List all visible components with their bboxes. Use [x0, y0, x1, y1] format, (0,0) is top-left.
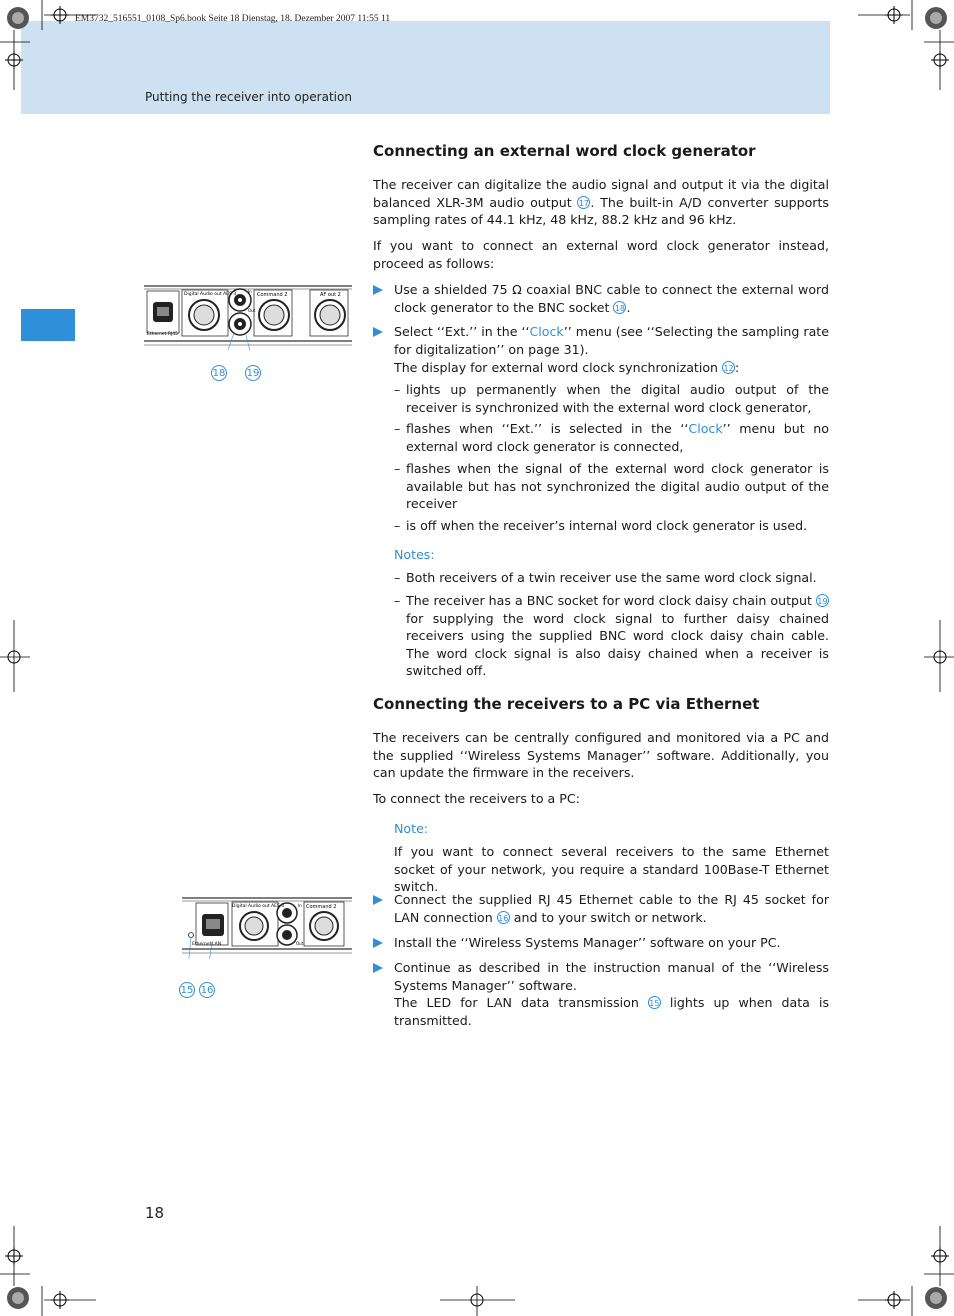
figure-rear-panel-ethernet	[182, 897, 354, 959]
page-number: 18	[145, 1204, 165, 1222]
menu-name: Clock	[529, 324, 564, 339]
callout-18: 18	[211, 361, 227, 381]
step-arrow-icon	[373, 895, 383, 905]
note-label: Note:	[394, 821, 429, 836]
callout-19: 19	[245, 361, 261, 381]
paragraph: If you want to connect an external word clock generator instead, proceed as follows:	[373, 238, 829, 271]
label-lan: LAN	[212, 942, 222, 947]
heading-word-clock: Connecting an external word clock generator	[373, 142, 756, 160]
step-text: Continue as described in the instruction manual of the ‘‘Wireless Systems Manager’’ software.	[394, 960, 829, 993]
step-text: Select ‘‘Ext.’’ in the ‘‘Clock’’ menu (see ‘‘Selecting the sampling rate for digitalization’’ on page 31).	[394, 324, 829, 357]
dash-mark: –	[394, 421, 401, 436]
label-command: Command 2	[257, 292, 288, 298]
label-digital-audio: Digital Audio out AES 3	[184, 292, 237, 297]
label-in: In	[248, 289, 252, 294]
paragraph: The receiver can digitalize the audio signal and output it via the digital balanced XLR-3M audio output 17. The built-in A/D converter supports sampling rates of 44.1 kHz, 48 kHz, 88.2 kHz and 96 kHz.	[373, 177, 829, 228]
step-arrow-icon	[373, 327, 383, 337]
callout-16: 16	[199, 978, 215, 998]
dash-mark: –	[394, 570, 401, 585]
step-subtext: The LED for LAN data transmission 15 lights up when data is transmitted.	[394, 995, 830, 1028]
dash-item: is off when the receiver’s internal word clock generator is used.	[406, 518, 808, 533]
paragraph: To connect the receivers to a PC:	[373, 791, 580, 806]
dash-mark: –	[394, 382, 401, 397]
label-out: Out	[296, 941, 304, 946]
heading-ethernet: Connecting the receivers to a PC via Ethernet	[373, 695, 760, 713]
dash-mark: –	[394, 593, 401, 608]
step-text: Install the ‘‘Wireless Systems Manager’’ software on your PC.	[394, 935, 781, 950]
section-label: Putting the receiver into operation	[145, 90, 352, 104]
label-ethernet: Ethernet RJ45	[147, 332, 178, 337]
note-text: If you want to connect several receivers to the same Ethernet socket of your network, you require a standard 100Base-T Ethernet switch.	[394, 844, 829, 895]
dash-mark: –	[394, 461, 401, 476]
step-arrow-icon	[373, 938, 383, 948]
note-item: Both receivers of a twin receiver use the same word clock signal.	[406, 570, 817, 585]
dash-item: flashes when the signal of the external word clock generator is available but has not synchronized the digital audio output of the receiver	[406, 461, 829, 512]
label-af-out: AF out 2	[320, 292, 341, 298]
notes-label: Notes:	[394, 547, 435, 562]
label-digital-audio: Digital Audio out AES 3	[232, 904, 285, 909]
step-text: Use a shielded 75 Ω coaxial BNC cable to connect the external word clock generator to the BNC socket 18.	[394, 282, 829, 315]
step-subtext: The display for external word clock synchronization 12:	[394, 360, 740, 375]
label-in: In	[298, 903, 302, 908]
callout-15: 15	[179, 978, 195, 998]
dash-item: flashes when ‘‘Ext.’’ is selected in the ‘‘Clock’’ menu but no external word clock generator is connected,	[406, 421, 829, 454]
label-out: Out	[248, 308, 256, 313]
step-arrow-icon	[373, 285, 383, 295]
print-line: EM3732_516551_0108_Sp6.book Seite 18 Dienstag, 18. Dezember 2007 11:55 11	[75, 14, 391, 24]
step-text: Connect the supplied RJ 45 Ethernet cable to the RJ 45 socket for LAN connection 16 and to your switch or network.	[394, 892, 829, 925]
ref-number: 17	[577, 196, 590, 209]
figure-rear-panel-word-clock	[144, 285, 354, 350]
dash-item: lights up permanently when the digital audio output of the receiver is synchronized with the external word clock generator,	[406, 382, 829, 415]
paragraph: The receivers can be centrally configured and monitored via a PC and the supplied ‘‘Wireless Systems Manager’’ software. Additionally, you can update the firmware in the receivers.	[373, 730, 829, 781]
dash-mark: –	[394, 518, 401, 533]
note-item: The receiver has a BNC socket for word clock daisy chain output 19 for supplying the word clock signal to further daisy chained receivers using the supplied BNC word clock daisy chain cable. The word clock signal is also daisy chained when a receiver is switched off.	[406, 593, 829, 679]
label-command: Command 2	[306, 904, 337, 910]
label-ethernet: Ethernet	[192, 942, 212, 947]
step-arrow-icon	[373, 963, 383, 973]
